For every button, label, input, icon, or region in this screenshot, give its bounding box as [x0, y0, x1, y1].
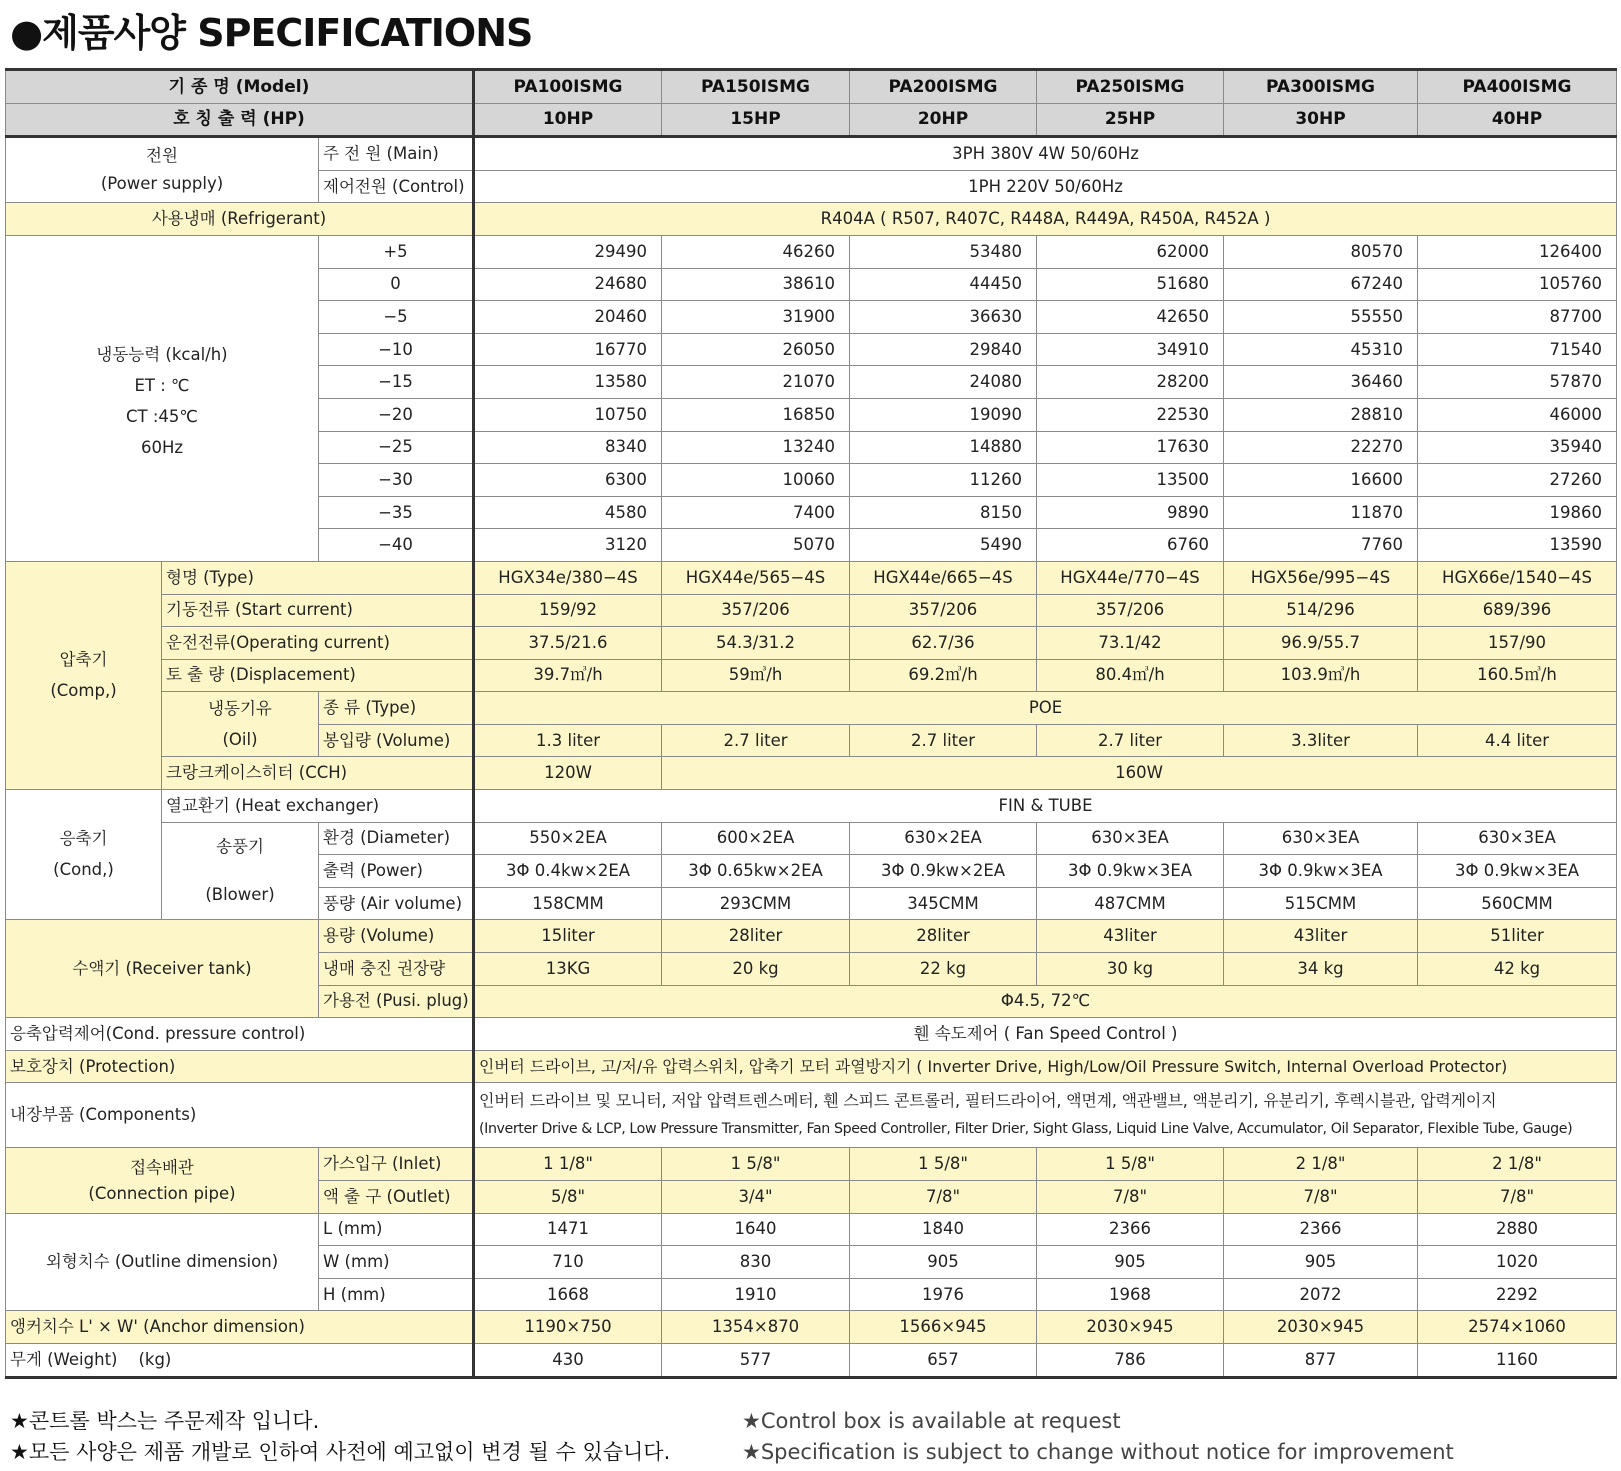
components-value-ko: 인버터 드라이브 및 모니터, 저압 압력트렌스메터, 휀 스피드 콘트롤러, 필터드라이어, 액면계, 액관밸브, 액분리기, 유분리기, 후렉시블관, 압력게이지 [479, 1091, 1497, 1111]
capacity-value: 71540 [1418, 333, 1617, 366]
protection-row [6, 1050, 1617, 1083]
weight-value: 877 [1224, 1343, 1418, 1377]
refrigerant-charge-value: 22 kg [850, 953, 1037, 986]
capacity-value: 13500 [1037, 464, 1224, 497]
model-name: PA200ISMG [850, 70, 1037, 104]
start-current-value: 357/206 [662, 594, 850, 627]
capacity-value: 126400 [1418, 235, 1617, 268]
refrigerant-charge-label: 냉매 충진 권장량 [319, 953, 474, 986]
capacity-value: 13590 [1418, 529, 1617, 562]
capacity-value: 28810 [1224, 398, 1418, 431]
compressor-label [6, 561, 162, 789]
notes-korean [10, 1406, 670, 1468]
compressor-type-value: HGX44e/565−4S [662, 561, 850, 594]
capacity-value: 28200 [1037, 366, 1224, 399]
oil-type-value: POE [474, 692, 1617, 725]
pipe-inlet-value: 1 5/8" [662, 1148, 850, 1181]
capacity-value: 34910 [1037, 333, 1224, 366]
dimension-h-value: 1910 [662, 1278, 850, 1311]
refrigerant-row [6, 203, 1617, 236]
cch-row [6, 757, 1617, 790]
capacity-value: 7400 [662, 496, 850, 529]
condenser-label-en: (Cond,) [53, 860, 114, 880]
dimension-h-value: 1668 [474, 1278, 662, 1311]
cch-label: 크랑크케이스히터 (CCH) [162, 757, 474, 790]
dimension-h-label: H (mm) [319, 1278, 474, 1311]
capacity-et: −30 [319, 464, 474, 497]
capacity-value: 17630 [1037, 431, 1224, 464]
fusible-plug-value: Φ4.5, 72℃ [474, 985, 1617, 1018]
model-name: PA150ISMG [662, 70, 850, 104]
pipe-outlet-value: 7/8" [1418, 1181, 1617, 1214]
capacity-label-line: ET : ℃ [134, 375, 190, 395]
refrigerant-charge-value: 13KG [474, 953, 662, 986]
capacity-et: +5 [319, 235, 474, 268]
capacity-value: 16770 [474, 333, 662, 366]
capacity-value: 55550 [1224, 301, 1418, 334]
capacity-label-line: 냉동능력 (kcal/h) [96, 344, 228, 364]
anchor-value: 2574×1060 [1418, 1311, 1617, 1344]
weight-value: 430 [474, 1343, 662, 1377]
heat-exchanger-label: 열교환기 (Heat exchanger) [162, 790, 474, 823]
blower-power-label: 출력 (Power) [319, 855, 474, 888]
capacity-value: 3120 [474, 529, 662, 562]
dimension-h-value: 2292 [1418, 1278, 1617, 1311]
pipe-inlet-value: 2 1/8" [1418, 1148, 1617, 1181]
heat-exchanger-row [6, 790, 1617, 823]
anchor-value: 1190×750 [474, 1311, 662, 1344]
cond-pressure-value: 휀 속도제어 ( Fan Speed Control ) [474, 1018, 1617, 1051]
pipe-inlet-value: 1 5/8" [1037, 1148, 1224, 1181]
blower-label [162, 822, 319, 920]
pipe-outlet-value: 7/8" [1037, 1181, 1224, 1214]
capacity-value: 19090 [850, 398, 1037, 431]
compressor-type-value: HGX34e/380−4S [474, 561, 662, 594]
air-volume-label: 풍량 (Air volume) [319, 887, 474, 920]
capacity-et: −35 [319, 496, 474, 529]
model-name: PA300ISMG [1224, 70, 1418, 104]
protection-label: 보호장치 (Protection) [6, 1050, 474, 1083]
capacity-value: 53480 [850, 235, 1037, 268]
weight-row [6, 1343, 1617, 1377]
cch-value: 120W [474, 757, 662, 790]
capacity-value: 27260 [1418, 464, 1617, 497]
note-line: ★Specification is subject to change without notice for improvement [742, 1440, 1454, 1464]
displacement-label: 토 출 량 (Displacement) [162, 659, 474, 692]
displacement-row [6, 659, 1617, 692]
blower-power-value: 3Φ 0.9kw×3EA [1037, 855, 1224, 888]
blower-label-en: (Blower) [205, 885, 275, 905]
notes-english [742, 1406, 1454, 1468]
header-model-row [6, 70, 1617, 104]
connection-pipe-label [6, 1148, 319, 1213]
dimension-l-value: 2880 [1418, 1213, 1617, 1246]
blower-power-value: 3Φ 0.9kw×2EA [850, 855, 1037, 888]
connection-pipe-label-en: (Connection pipe) [88, 1183, 236, 1203]
capacity-et: −20 [319, 398, 474, 431]
capacity-row [6, 235, 1617, 268]
operating-current-value: 62.7/36 [850, 627, 1037, 660]
note-line: ★모든 사양은 제품 개발로 인하여 사전에 예고없이 변경 될 수 있습니다. [10, 1440, 671, 1464]
capacity-value: 24680 [474, 268, 662, 301]
capacity-et: −25 [319, 431, 474, 464]
compressor-type-row [6, 561, 1617, 594]
refrigerant-label: 사용냉매 (Refrigerant) [6, 203, 474, 236]
weight-value: 657 [850, 1343, 1037, 1377]
heat-exchanger-value: FIN & TUBE [474, 790, 1617, 823]
pipe-outlet-value: 7/8" [850, 1181, 1037, 1214]
components-label: 내장부품 (Components) [6, 1083, 474, 1148]
dimension-h-value: 2072 [1224, 1278, 1418, 1311]
blower-power-value: 3Φ 0.65kw×2EA [662, 855, 850, 888]
condenser-label-ko: 응축기 [59, 829, 108, 849]
capacity-value: 36630 [850, 301, 1037, 334]
note-line: ★콘트롤 박스는 주문제작 입니다. [10, 1409, 320, 1433]
operating-current-value: 157/90 [1418, 627, 1617, 660]
diameter-value: 630×2EA [850, 822, 1037, 855]
cch-value: 160W [662, 757, 1617, 790]
capacity-value: 44450 [850, 268, 1037, 301]
compressor-label-en: (Comp,) [50, 680, 117, 700]
dimension-l-label: L (mm) [319, 1213, 474, 1246]
pipe-outlet-value: 3/4" [662, 1181, 850, 1214]
weight-value: 1160 [1418, 1343, 1617, 1377]
receiver-label: 수액기 (Receiver tank) [6, 920, 319, 1018]
receiver-volume-value: 43liter [1037, 920, 1224, 953]
diameter-value: 630×3EA [1037, 822, 1224, 855]
receiver-volume-row [6, 920, 1617, 953]
oil-volume-value: 2.7 liter [662, 724, 850, 757]
displacement-value: 69.2㎥/h [850, 659, 1037, 692]
capacity-value: 9890 [1037, 496, 1224, 529]
capacity-value: 31900 [662, 301, 850, 334]
start-current-value: 357/206 [850, 594, 1037, 627]
capacity-value: 8340 [474, 431, 662, 464]
capacity-value: 22270 [1224, 431, 1418, 464]
capacity-label-line: 60Hz [140, 437, 184, 457]
dimension-l-value: 2366 [1224, 1213, 1418, 1246]
capacity-value: 36460 [1224, 366, 1418, 399]
dimension-l-row [6, 1213, 1617, 1246]
power-main-row [6, 137, 1617, 171]
capacity-value: 80570 [1224, 235, 1418, 268]
capacity-value: 16850 [662, 398, 850, 431]
dimension-l-value: 1640 [662, 1213, 850, 1246]
capacity-value: 57870 [1418, 366, 1617, 399]
start-current-value: 357/206 [1037, 594, 1224, 627]
refrigerant-charge-value: 30 kg [1037, 953, 1224, 986]
receiver-volume-label: 용량 (Volume) [319, 920, 474, 953]
weight-label: 무게 (Weight) (kg) [6, 1343, 474, 1377]
pipe-inlet-value: 1 5/8" [850, 1148, 1037, 1181]
displacement-value: 80.4㎥/h [1037, 659, 1224, 692]
components-value [474, 1083, 1617, 1148]
receiver-volume-value: 28liter [850, 920, 1037, 953]
capacity-value: 13580 [474, 366, 662, 399]
dimension-w-value: 710 [474, 1246, 662, 1279]
displacement-value: 59㎥/h [662, 659, 850, 692]
header-hp-row [6, 103, 1617, 137]
power-label-ko: 전원 [146, 146, 178, 166]
air-volume-value: 158CMM [474, 887, 662, 920]
fusible-plug-label: 가용전 (Pusi. plug) [319, 985, 474, 1018]
operating-current-row [6, 627, 1617, 660]
diameter-label: 환경 (Diameter) [319, 822, 474, 855]
blower-power-value: 3Φ 0.9kw×3EA [1224, 855, 1418, 888]
pipe-outlet-value: 5/8" [474, 1181, 662, 1214]
compressor-type-label: 형명 (Type) [162, 561, 474, 594]
operating-current-value: 37.5/21.6 [474, 627, 662, 660]
pipe-outlet-label: 액 출 구 (Outlet) [319, 1181, 474, 1214]
capacity-value: 105760 [1418, 268, 1617, 301]
hp-value: 30HP [1224, 103, 1418, 137]
start-current-label: 기동전류 (Start current) [162, 594, 474, 627]
hp-value: 20HP [850, 103, 1037, 137]
capacity-value: 24080 [850, 366, 1037, 399]
diameter-value: 630×3EA [1224, 822, 1418, 855]
capacity-value: 21070 [662, 366, 850, 399]
capacity-value: 29840 [850, 333, 1037, 366]
capacity-value: 6300 [474, 464, 662, 497]
receiver-volume-value: 15liter [474, 920, 662, 953]
oil-volume-label: 봉입량 (Volume) [319, 724, 474, 757]
displacement-value: 160.5㎥/h [1418, 659, 1617, 692]
condenser-label [6, 790, 162, 920]
oil-volume-value: 2.7 liter [850, 724, 1037, 757]
dimension-w-value: 905 [1037, 1246, 1224, 1279]
capacity-value: 35940 [1418, 431, 1617, 464]
compressor-type-value: HGX44e/770−4S [1037, 561, 1224, 594]
capacity-value: 6760 [1037, 529, 1224, 562]
capacity-value: 5490 [850, 529, 1037, 562]
displacement-value: 39.7㎥/h [474, 659, 662, 692]
pipe-inlet-row [6, 1148, 1617, 1181]
power-main-value: 3PH 380V 4W 50/60Hz [474, 137, 1617, 171]
capacity-value: 29490 [474, 235, 662, 268]
dimension-h-value: 1968 [1037, 1278, 1224, 1311]
displacement-value: 103.9㎥/h [1224, 659, 1418, 692]
capacity-value: 16600 [1224, 464, 1418, 497]
dimension-l-value: 1471 [474, 1213, 662, 1246]
blower-label-ko: 송풍기 [216, 837, 264, 857]
anchor-value: 1566×945 [850, 1311, 1037, 1344]
refrigerant-value: R404A ( R507, R407C, R448A, R449A, R450A, R452A ) [474, 203, 1617, 236]
oil-volume-value: 2.7 liter [1037, 724, 1224, 757]
power-main-label: 주 전 원 (Main) [319, 137, 474, 171]
diameter-row [6, 822, 1617, 855]
start-current-row [6, 594, 1617, 627]
oil-label-ko: 냉동기유 [208, 698, 272, 718]
receiver-volume-value: 51liter [1418, 920, 1617, 953]
anchor-value: 1354×870 [662, 1311, 850, 1344]
hp-value: 40HP [1418, 103, 1617, 137]
anchor-label: 앵커치수 L' × W' (Anchor dimension) [6, 1311, 474, 1344]
hp-value: 25HP [1037, 103, 1224, 137]
components-value-en: (Inverter Drive & LCP, Low Pressure Transmitter, Fan Speed Controller, Filter Drier, Sight Glass, Liquid Line Valve, Accumulator, Oil Separator, Flexible Tube, Gauge) [479, 1121, 1573, 1138]
weight-value: 577 [662, 1343, 850, 1377]
oil-type-label: 종 류 (Type) [319, 692, 474, 725]
start-current-value: 159/92 [474, 594, 662, 627]
compressor-type-value: HGX56e/995−4S [1224, 561, 1418, 594]
pipe-inlet-value: 1 1/8" [474, 1148, 662, 1181]
oil-volume-value: 1.3 liter [474, 724, 662, 757]
model-name: PA400ISMG [1418, 70, 1617, 104]
capacity-et: −10 [319, 333, 474, 366]
capacity-et: −15 [319, 366, 474, 399]
capacity-value: 4580 [474, 496, 662, 529]
capacity-value: 13240 [662, 431, 850, 464]
model-label: 기 종 명 (Model) [6, 70, 474, 104]
start-current-value: 514/296 [1224, 594, 1418, 627]
air-volume-value: 515CMM [1224, 887, 1418, 920]
oil-label-en: (Oil) [222, 729, 258, 749]
compressor-label-ko: 압축기 [59, 649, 108, 669]
dimension-w-value: 905 [1224, 1246, 1418, 1279]
capacity-label [6, 235, 319, 561]
capacity-value: 10060 [662, 464, 850, 497]
capacity-value: 11260 [850, 464, 1037, 497]
capacity-value: 46260 [662, 235, 850, 268]
hp-value: 15HP [662, 103, 850, 137]
dimension-h-value: 1976 [850, 1278, 1037, 1311]
dimension-l-value: 2366 [1037, 1213, 1224, 1246]
model-name: PA250ISMG [1037, 70, 1224, 104]
capacity-value: 11870 [1224, 496, 1418, 529]
hp-label: 호 칭 출 력 (HP) [6, 103, 474, 137]
compressor-type-value: HGX66e/1540−4S [1418, 561, 1617, 594]
dimension-w-value: 1020 [1418, 1246, 1617, 1279]
cond-pressure-label: 응축압력제어(Cond. pressure control) [6, 1018, 474, 1051]
operating-current-value: 96.9/55.7 [1224, 627, 1418, 660]
oil-volume-value: 3.3liter [1224, 724, 1418, 757]
air-volume-value: 345CMM [850, 887, 1037, 920]
anchor-row [6, 1311, 1617, 1344]
oil-type-row [6, 692, 1617, 725]
blower-power-value: 3Φ 0.9kw×3EA [1418, 855, 1617, 888]
diameter-value: 630×3EA [1418, 822, 1617, 855]
pipe-inlet-label: 가스입구 (Inlet) [319, 1148, 474, 1181]
capacity-value: 10750 [474, 398, 662, 431]
capacity-value: 7760 [1224, 529, 1418, 562]
refrigerant-charge-value: 20 kg [662, 953, 850, 986]
air-volume-value: 560CMM [1418, 887, 1617, 920]
capacity-value: 87700 [1418, 301, 1617, 334]
page-title: ●제품사양 SPECIFICATIONS [10, 11, 533, 55]
capacity-value: 46000 [1418, 398, 1617, 431]
compressor-type-value: HGX44e/665−4S [850, 561, 1037, 594]
capacity-value: 26050 [662, 333, 850, 366]
diameter-value: 600×2EA [662, 822, 850, 855]
oil-volume-value: 4.4 liter [1418, 724, 1617, 757]
capacity-value: 45310 [1224, 333, 1418, 366]
oil-label [162, 692, 319, 757]
pipe-inlet-value: 2 1/8" [1224, 1148, 1418, 1181]
air-volume-value: 487CMM [1037, 887, 1224, 920]
components-row [6, 1083, 1617, 1148]
note-line: ★Control box is available at request [742, 1409, 1121, 1433]
dimension-w-label: W (mm) [319, 1246, 474, 1279]
capacity-value: 51680 [1037, 268, 1224, 301]
operating-current-value: 73.1/42 [1037, 627, 1224, 660]
connection-pipe-label-ko: 접속배관 [130, 1157, 194, 1177]
weight-value: 786 [1037, 1343, 1224, 1377]
capacity-value: 38610 [662, 268, 850, 301]
capacity-value: 62000 [1037, 235, 1224, 268]
power-control-value: 1PH 220V 50/60Hz [474, 170, 1617, 203]
receiver-volume-value: 28liter [662, 920, 850, 953]
hp-value: 10HP [474, 103, 662, 137]
capacity-label-line: CT :45℃ [126, 406, 198, 426]
power-supply-label [6, 137, 319, 203]
outline-dimension-label: 외형치수 (Outline dimension) [6, 1213, 319, 1311]
capacity-value: 67240 [1224, 268, 1418, 301]
dimension-w-value: 830 [662, 1246, 850, 1279]
operating-current-value: 54.3/31.2 [662, 627, 850, 660]
capacity-value: 19860 [1418, 496, 1617, 529]
specifications-table [5, 68, 1617, 1379]
receiver-volume-value: 43liter [1224, 920, 1418, 953]
operating-current-label: 운전전류(Operating current) [162, 627, 474, 660]
capacity-value: 14880 [850, 431, 1037, 464]
capacity-et: 0 [319, 268, 474, 301]
refrigerant-charge-value: 34 kg [1224, 953, 1418, 986]
anchor-value: 2030×945 [1037, 1311, 1224, 1344]
power-control-label: 제어전원 (Control) [319, 170, 474, 203]
diameter-value: 550×2EA [474, 822, 662, 855]
power-label-en: (Power supply) [100, 174, 224, 194]
protection-value: 인버터 드라이브, 고/저/유 압력스위치, 압축기 모터 과열방지기 ( Inverter Drive, High/Low/Oil Pressure Switch, Internal Overload Protector) [474, 1050, 1617, 1083]
anchor-value: 2030×945 [1224, 1311, 1418, 1344]
refrigerant-charge-value: 42 kg [1418, 953, 1617, 986]
start-current-value: 689/396 [1418, 594, 1617, 627]
dimension-l-value: 1840 [850, 1213, 1037, 1246]
dimension-w-value: 905 [850, 1246, 1037, 1279]
capacity-et: −40 [319, 529, 474, 562]
capacity-value: 20460 [474, 301, 662, 334]
capacity-value: 8150 [850, 496, 1037, 529]
air-volume-value: 293CMM [662, 887, 850, 920]
model-name: PA100ISMG [474, 70, 662, 104]
capacity-value: 5070 [662, 529, 850, 562]
capacity-et: −5 [319, 301, 474, 334]
capacity-value: 22530 [1037, 398, 1224, 431]
cond-pressure-row [6, 1018, 1617, 1051]
capacity-value: 42650 [1037, 301, 1224, 334]
blower-power-value: 3Φ 0.4kw×2EA [474, 855, 662, 888]
pipe-outlet-value: 7/8" [1224, 1181, 1418, 1214]
